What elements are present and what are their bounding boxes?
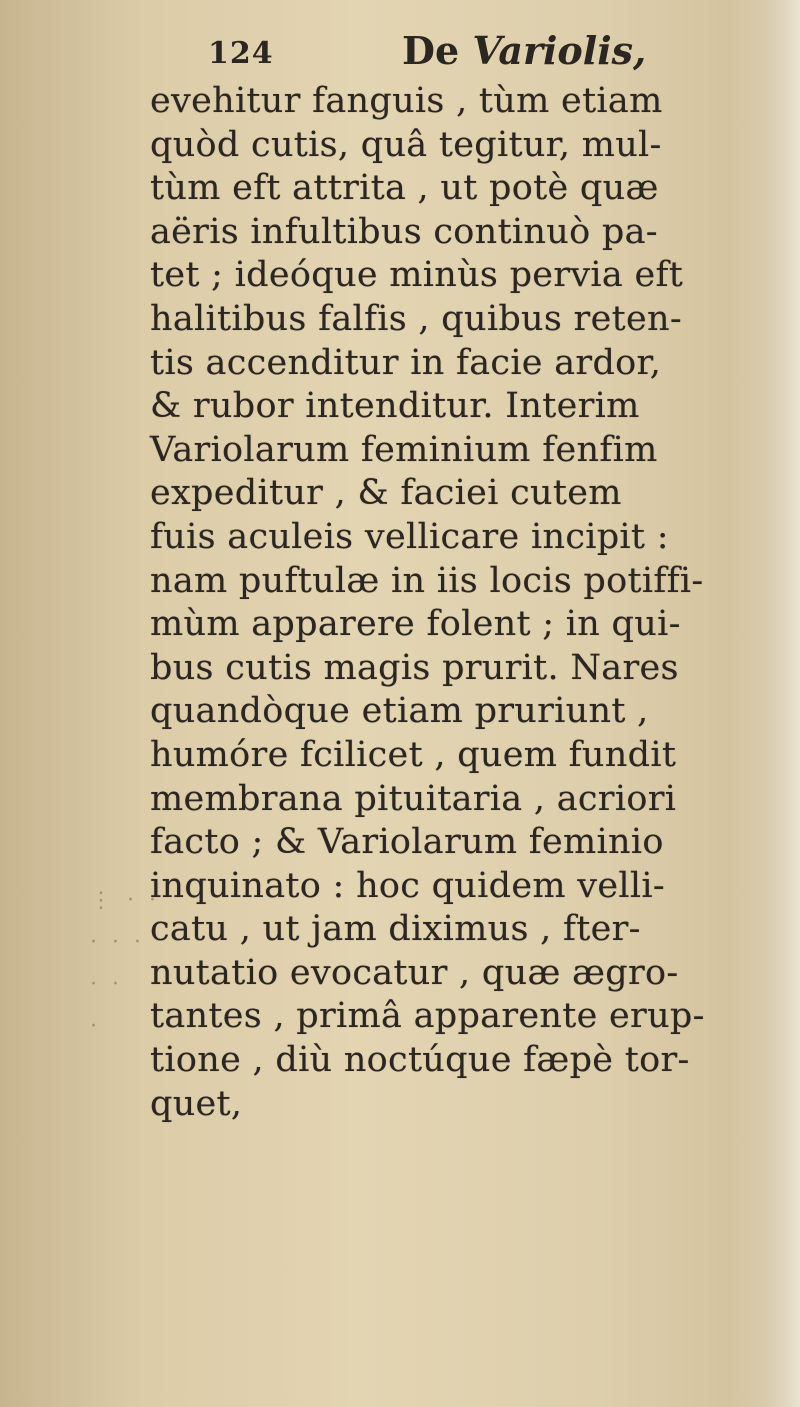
text-line: quet, — [150, 1083, 243, 1124]
text-line: Variolarum feminium fenfim — [150, 429, 658, 470]
running-title — [402, 28, 646, 73]
page-header — [150, 28, 770, 80]
text-line: mùm apparere folent ; in qui- — [150, 604, 681, 645]
text-line: facto ; & Variolarum feminio — [150, 822, 664, 863]
text-line: tantes , primâ apparente erup- — [150, 996, 705, 1037]
page-number: 124 — [208, 36, 274, 71]
text-line: quòd cutis, quâ tegitur, mul- — [150, 124, 662, 165]
text-line: inquinato : hoc quidem velli- — [150, 865, 665, 906]
text-line: nam puftulæ in iis locis potiffi- — [150, 560, 704, 601]
text-line: nutatio evocatur , quæ ægro- — [150, 952, 679, 993]
margin-bleed-marks: ⋮ · · · · · · · · — [90, 888, 160, 1039]
text-line: fuis aculeis vellicare incipit : — [150, 516, 669, 557]
text-line: tet ; ideóque minùs pervia eft — [150, 255, 684, 296]
text-line: expeditur , & faciei cutem — [150, 473, 622, 514]
text-line: humóre fcilicet , quem fundit — [150, 734, 677, 775]
text-line: aëris infultibus continuò pa- — [150, 211, 658, 252]
text-line: quandòque etiam pruriunt , — [150, 691, 649, 732]
text-line: tione , diù noctúque fæpè tor- — [150, 1040, 690, 1081]
text-line: tùm eft attrita , ut potè quæ — [150, 168, 659, 209]
running-title-italic: Variolis, — [472, 28, 647, 73]
text-line: bus cutis magis prurit. Nares — [150, 647, 679, 688]
text-line: catu , ut jam diximus , fter- — [150, 909, 641, 950]
text-line: evehitur fanguis , tùm etiam — [150, 81, 663, 121]
text-line: halitibus falfis , quibus reten- — [150, 298, 682, 339]
text-line: membrana pituitaria , acriori — [150, 778, 677, 819]
text-line: tis accenditur in facie ardor, — [150, 342, 662, 383]
body-text — [150, 80, 770, 1126]
text-line: & rubor intenditur. Interim — [150, 386, 640, 427]
running-title-prefix: De — [402, 28, 473, 73]
book-page — [150, 28, 770, 1126]
